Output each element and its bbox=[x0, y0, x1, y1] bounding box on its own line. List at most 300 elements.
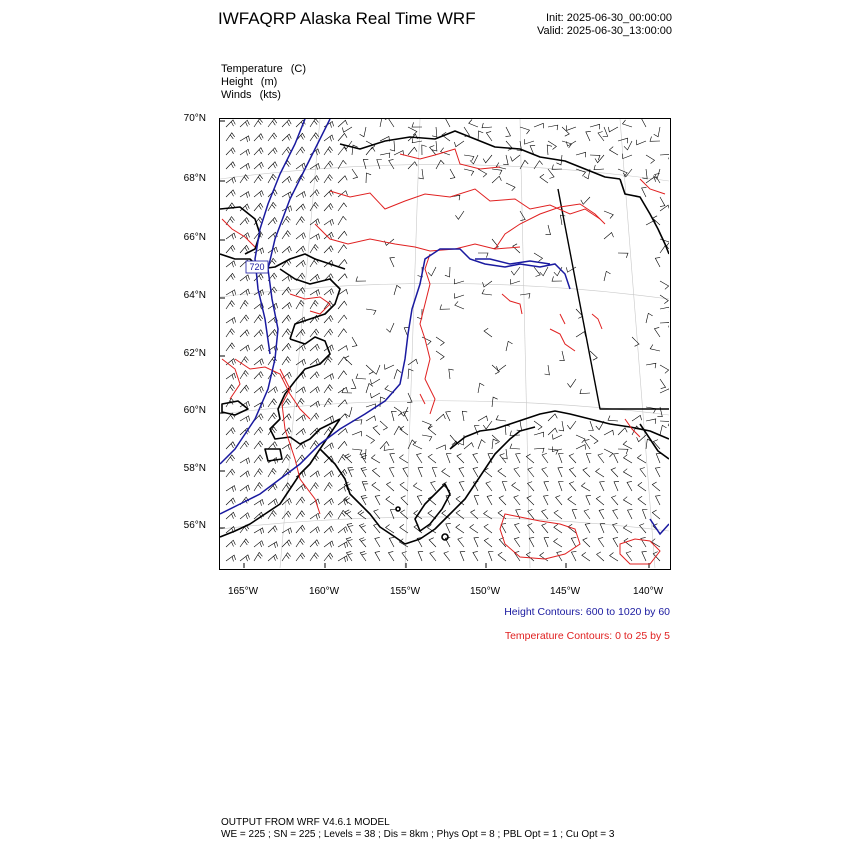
wind-barb bbox=[470, 524, 478, 533]
wind-barb bbox=[597, 552, 604, 561]
wind-barb bbox=[464, 169, 474, 176]
wind-barb bbox=[254, 500, 264, 506]
wind-barb bbox=[296, 204, 305, 211]
wind-barb bbox=[492, 397, 498, 407]
wind-barb bbox=[268, 174, 276, 183]
wind-barb bbox=[460, 551, 465, 561]
wind-barb bbox=[626, 551, 632, 561]
wind-barb bbox=[310, 290, 320, 296]
wind-barb bbox=[373, 426, 380, 435]
wind-barb bbox=[655, 467, 660, 477]
wind-barb bbox=[506, 341, 513, 351]
wind-barb bbox=[394, 285, 401, 295]
wind-barb bbox=[389, 159, 394, 169]
wind-barb bbox=[464, 155, 474, 161]
wind-barb bbox=[296, 387, 306, 393]
wind-barb bbox=[254, 162, 263, 169]
wind-barb bbox=[478, 169, 487, 177]
wind-barb bbox=[576, 332, 586, 337]
wind-barb bbox=[360, 551, 366, 561]
wind-barb bbox=[310, 300, 318, 309]
wind-barb bbox=[506, 183, 515, 191]
wind-barb bbox=[310, 119, 319, 127]
wind-barb bbox=[660, 389, 669, 394]
wind-barb bbox=[525, 139, 535, 144]
wind-barb bbox=[571, 537, 576, 547]
wind-barb bbox=[310, 441, 319, 449]
wind-barb bbox=[422, 145, 427, 155]
wind-barb bbox=[512, 482, 520, 491]
wind-barb bbox=[324, 135, 334, 141]
wind-barb bbox=[338, 441, 347, 449]
wind-barb bbox=[338, 357, 347, 365]
wind-barb bbox=[408, 162, 417, 169]
wind-barb bbox=[310, 513, 320, 519]
wind-barb bbox=[660, 379, 666, 389]
wind-barb bbox=[282, 540, 291, 547]
wind-barb bbox=[576, 435, 585, 443]
wind-barb bbox=[254, 372, 263, 379]
wind-barb bbox=[545, 365, 550, 375]
wind-barb bbox=[338, 203, 347, 211]
wind-barb bbox=[641, 537, 646, 547]
wind-barb bbox=[338, 274, 347, 281]
wind-barb bbox=[458, 538, 464, 548]
wind-barb bbox=[418, 169, 423, 179]
wind-barb bbox=[226, 359, 236, 365]
wind-barb bbox=[484, 524, 492, 533]
wind-barb bbox=[618, 428, 627, 435]
wind-barb bbox=[440, 305, 450, 310]
wind-barb bbox=[534, 448, 544, 453]
wind-barb bbox=[418, 551, 423, 561]
height-contours bbox=[220, 119, 669, 534]
wind-barb bbox=[534, 123, 544, 128]
wind-barb bbox=[517, 421, 522, 431]
valid-time: Valid: 2025-06-30_13:00:00 bbox=[537, 25, 672, 37]
wind-barb bbox=[492, 176, 501, 183]
wind-barb bbox=[361, 467, 367, 477]
wind-barb bbox=[366, 435, 375, 444]
wind-barb bbox=[608, 416, 618, 421]
wind-barb bbox=[503, 155, 508, 165]
wind-barb bbox=[254, 528, 264, 534]
wind-barb bbox=[492, 439, 498, 449]
lon-label-150: 150°W bbox=[469, 586, 501, 597]
wind-barb bbox=[542, 453, 548, 463]
wind-barb bbox=[345, 407, 352, 417]
height-contour-legend: Height Contours: 600 to 1020 by 60 bbox=[504, 606, 670, 618]
wind-barb bbox=[392, 411, 397, 421]
wind-barb bbox=[552, 434, 562, 439]
wind-barb bbox=[502, 482, 507, 492]
wind-barb bbox=[310, 274, 319, 281]
field-winds: Winds (kts) bbox=[221, 89, 281, 101]
wind-barb bbox=[338, 176, 347, 183]
field-height: Height (m) bbox=[221, 76, 278, 88]
wind-barb bbox=[226, 555, 236, 561]
wind-barb bbox=[567, 379, 576, 387]
wind-barb bbox=[554, 538, 562, 547]
wind-barb bbox=[516, 453, 521, 463]
wind-barb bbox=[240, 163, 250, 169]
wind-barb bbox=[366, 147, 375, 155]
wind-barb bbox=[444, 552, 450, 562]
wind-barb bbox=[548, 125, 558, 130]
wind-barb bbox=[240, 471, 250, 477]
wind-barb bbox=[510, 444, 520, 449]
wind-barb bbox=[623, 441, 632, 449]
wind-barb bbox=[598, 537, 604, 547]
wind-barb bbox=[520, 127, 530, 134]
wind-barb bbox=[418, 467, 423, 477]
wind-barb bbox=[240, 513, 250, 519]
wind-barb bbox=[544, 481, 549, 491]
wind-barb bbox=[646, 155, 655, 164]
wind-barb bbox=[652, 482, 660, 491]
wind-barb bbox=[296, 359, 306, 365]
wind-barb bbox=[486, 482, 492, 492]
wind-barb bbox=[268, 387, 278, 393]
wind-barb bbox=[389, 537, 394, 547]
wind-barb bbox=[656, 453, 661, 463]
wind-barb bbox=[534, 432, 544, 437]
wind-barb bbox=[296, 553, 305, 561]
wind-barb bbox=[240, 218, 249, 225]
lon-label-140: 140°W bbox=[632, 586, 664, 597]
wind-barb bbox=[413, 483, 422, 491]
wind-barb bbox=[324, 190, 333, 197]
wind-barb bbox=[389, 119, 395, 127]
wind-barb bbox=[338, 527, 348, 533]
wind-barb bbox=[529, 537, 534, 547]
wind-barb bbox=[583, 538, 590, 547]
wind-barb bbox=[375, 551, 380, 561]
lat-label-56: 56°N bbox=[183, 520, 206, 531]
wind-barb bbox=[474, 537, 479, 547]
wind-barb bbox=[360, 127, 366, 137]
wind-barb bbox=[478, 440, 485, 449]
wind-barb bbox=[338, 301, 347, 309]
wind-barb bbox=[394, 426, 402, 435]
wind-barb bbox=[514, 537, 520, 547]
wind-barb bbox=[254, 455, 263, 463]
wind-barb bbox=[511, 155, 521, 161]
wind-barb bbox=[373, 365, 381, 374]
wind-barb bbox=[268, 526, 277, 533]
wind-barb bbox=[254, 387, 263, 394]
wind-barb bbox=[400, 482, 408, 491]
wind-barb bbox=[282, 303, 292, 310]
wind-barb bbox=[558, 467, 563, 477]
wind-barb bbox=[580, 389, 590, 394]
wind-barb bbox=[488, 552, 493, 562]
wind-barb bbox=[254, 315, 263, 323]
init-time: Init: 2025-06-30_00:00:00 bbox=[546, 12, 672, 24]
wind-barb bbox=[660, 425, 667, 435]
wind-barb bbox=[324, 246, 333, 253]
wind-barb bbox=[604, 430, 614, 435]
wind-barb bbox=[384, 446, 394, 451]
wind-barb bbox=[566, 267, 576, 272]
wind-barb bbox=[598, 454, 604, 464]
lon-label-165: 165°W bbox=[227, 586, 259, 597]
wind-barb bbox=[455, 301, 464, 309]
wind-barb bbox=[534, 267, 540, 277]
wind-barb bbox=[660, 197, 665, 207]
wind-barb bbox=[422, 435, 432, 441]
wind-barb bbox=[254, 441, 263, 449]
wind-barb bbox=[456, 510, 464, 519]
lat-label-64: 64°N bbox=[183, 290, 206, 301]
wind-barb bbox=[600, 523, 605, 533]
wind-barb bbox=[554, 267, 562, 276]
wind-barb bbox=[559, 421, 564, 431]
wind-barb bbox=[226, 245, 235, 253]
wind-barb bbox=[604, 233, 614, 240]
wind-barb bbox=[499, 496, 506, 505]
wind-barb bbox=[268, 202, 276, 211]
wind-barb bbox=[492, 365, 499, 374]
lat-label-66: 66°N bbox=[183, 232, 206, 243]
wind-barb bbox=[554, 510, 562, 519]
wind-barb bbox=[640, 468, 646, 478]
wind-barb bbox=[513, 244, 520, 253]
wind-barb bbox=[618, 138, 628, 143]
wind-barb bbox=[596, 496, 604, 505]
lon-label-145: 145°W bbox=[549, 586, 581, 597]
wind-barb bbox=[604, 211, 613, 219]
wind-barb bbox=[254, 541, 264, 547]
wind-barb bbox=[596, 468, 604, 477]
wind-barb bbox=[534, 253, 543, 261]
wind-barb bbox=[482, 289, 492, 295]
wind-barb bbox=[457, 454, 464, 463]
wind-barb bbox=[632, 337, 639, 346]
wind-barb bbox=[282, 315, 291, 323]
wind-barb bbox=[310, 471, 320, 477]
footer-model-line: OUTPUT FROM WRF V4.6.1 MODEL bbox=[221, 817, 390, 828]
wind-barb bbox=[652, 510, 660, 519]
wind-barb bbox=[449, 369, 454, 379]
wind-barb bbox=[459, 481, 464, 491]
wind-barb bbox=[544, 495, 549, 505]
footer-params-line: WE = 225 ; SN = 225 ; Levels = 38 ; Dis = 8km ; Phys Opt = 8 ; PBL Opt = 1 ; Cu Opt = 3 bbox=[221, 829, 615, 840]
wind-barb bbox=[310, 190, 319, 197]
wind-barb bbox=[356, 374, 366, 379]
wind-barb bbox=[310, 329, 319, 337]
lat-label-58: 58°N bbox=[183, 463, 206, 474]
wind-barb bbox=[372, 468, 380, 477]
wind-barb bbox=[254, 134, 263, 141]
wind-barb bbox=[282, 134, 291, 141]
wind-barb bbox=[646, 313, 653, 323]
wind-barb bbox=[296, 455, 305, 463]
wind-barb bbox=[498, 552, 506, 561]
wind-barb bbox=[352, 431, 362, 436]
wind-barb bbox=[492, 169, 502, 175]
wind-barb bbox=[268, 413, 277, 421]
wind-barb bbox=[226, 190, 235, 197]
wind-barb bbox=[548, 169, 554, 179]
wind-barb bbox=[377, 160, 382, 170]
wind-barb bbox=[226, 442, 235, 449]
wind-barb bbox=[511, 279, 521, 284]
wind-barb bbox=[660, 295, 668, 304]
wind-barb bbox=[338, 346, 348, 351]
wind-barb bbox=[268, 399, 277, 407]
wind-barb bbox=[562, 127, 569, 136]
wind-barb bbox=[310, 413, 319, 421]
wind-barb bbox=[296, 484, 305, 491]
wind-barb bbox=[254, 330, 263, 337]
wind-barb bbox=[310, 401, 320, 407]
wind-barb bbox=[361, 495, 367, 505]
wind-barb bbox=[469, 120, 478, 128]
contour-label-720 bbox=[246, 261, 268, 273]
wind-barb bbox=[556, 496, 562, 506]
wind-barb bbox=[324, 385, 333, 393]
wind-barb bbox=[366, 416, 376, 421]
wind-barb bbox=[366, 309, 376, 315]
wind-barb bbox=[282, 511, 291, 519]
wind-barb bbox=[569, 468, 576, 477]
wind-barb bbox=[483, 155, 492, 163]
wind-barb bbox=[401, 496, 408, 505]
wind-barb bbox=[446, 523, 451, 533]
wind-barb bbox=[268, 133, 277, 141]
wind-barb bbox=[599, 509, 604, 519]
wind-barb bbox=[450, 169, 455, 179]
wind-barb bbox=[642, 510, 647, 520]
wind-barb bbox=[254, 274, 263, 281]
wind-barb bbox=[347, 523, 353, 533]
wind-barb bbox=[226, 428, 235, 435]
wind-barb bbox=[637, 435, 646, 442]
wind-barb bbox=[226, 133, 235, 141]
wind-barb bbox=[583, 468, 590, 477]
wind-barb bbox=[511, 267, 520, 275]
wind-barb bbox=[548, 414, 557, 421]
wind-barb bbox=[498, 468, 506, 477]
wind-barb bbox=[604, 271, 611, 281]
wind-barb bbox=[268, 442, 277, 449]
wind-barb bbox=[646, 419, 656, 424]
wind-barb bbox=[656, 495, 661, 505]
wind-barb bbox=[586, 454, 591, 464]
wind-barb bbox=[296, 415, 306, 421]
wind-barb bbox=[603, 127, 608, 137]
wind-barb bbox=[390, 257, 395, 267]
wind-barb bbox=[569, 454, 576, 463]
wind-barb bbox=[627, 481, 632, 491]
wind-barb bbox=[612, 496, 619, 505]
wind-barb bbox=[338, 120, 347, 127]
wind-barb bbox=[473, 551, 478, 561]
wind-barb bbox=[496, 415, 506, 421]
wind-barb bbox=[445, 119, 450, 127]
wind-barb bbox=[637, 455, 646, 463]
wind-barb bbox=[375, 495, 380, 505]
wind-barb bbox=[296, 192, 306, 198]
wind-barb bbox=[268, 330, 277, 338]
wind-barb bbox=[345, 356, 352, 365]
wind-barb bbox=[554, 524, 562, 533]
wind-barb bbox=[310, 344, 319, 351]
wind-barb bbox=[226, 486, 236, 492]
wind-barb bbox=[282, 357, 291, 365]
wind-barb bbox=[464, 443, 474, 449]
wind-barb bbox=[581, 483, 590, 491]
wind-barb bbox=[366, 384, 373, 394]
wind-barb bbox=[432, 468, 437, 478]
wind-barb bbox=[660, 365, 669, 373]
wind-barb bbox=[492, 239, 498, 249]
wind-barb bbox=[226, 343, 235, 351]
wind-barb bbox=[226, 469, 235, 477]
wind-barb bbox=[566, 141, 576, 146]
wind-barb bbox=[254, 175, 263, 183]
wind-barb bbox=[576, 152, 586, 157]
wind-barb bbox=[436, 414, 445, 421]
wind-barb bbox=[559, 454, 564, 464]
wind-barb bbox=[613, 537, 618, 547]
wind-barb bbox=[660, 154, 669, 159]
wind-barb bbox=[296, 497, 305, 505]
wind-barb bbox=[310, 553, 319, 561]
wind-barb bbox=[576, 445, 586, 450]
wind-barb bbox=[240, 300, 248, 309]
wind-barb bbox=[338, 216, 346, 225]
wind-barb bbox=[282, 343, 291, 351]
wind-barb bbox=[226, 273, 235, 281]
wind-barb bbox=[268, 148, 277, 155]
wind-barb bbox=[374, 510, 380, 520]
wind-barb bbox=[296, 525, 305, 533]
wind-barb bbox=[641, 119, 646, 127]
wind-barb bbox=[370, 379, 380, 384]
wind-barb bbox=[408, 147, 417, 155]
wind-barb bbox=[338, 231, 347, 239]
wind-barb bbox=[282, 399, 291, 407]
wind-barb bbox=[338, 371, 347, 379]
wind-barb bbox=[526, 552, 534, 561]
lat-label-62: 62°N bbox=[183, 348, 206, 359]
wind-barb bbox=[282, 120, 291, 127]
wind-barb bbox=[324, 483, 332, 492]
wind-barb bbox=[362, 481, 368, 491]
wind-barb bbox=[624, 455, 633, 463]
wind-barb bbox=[358, 510, 366, 519]
wind-barb bbox=[408, 369, 413, 379]
wind-barb bbox=[240, 485, 250, 491]
wind-barb bbox=[400, 455, 409, 463]
wind-barb bbox=[608, 127, 618, 132]
wind-barb bbox=[548, 449, 558, 455]
wind-barb bbox=[254, 427, 263, 435]
wind-barb bbox=[582, 552, 590, 561]
wind-barb bbox=[324, 219, 334, 225]
wind-barb bbox=[586, 131, 591, 141]
wind-barb bbox=[455, 293, 465, 298]
wind-barb bbox=[296, 163, 306, 169]
wind-barb bbox=[590, 435, 598, 444]
wind-barb bbox=[324, 511, 333, 519]
wind-barb bbox=[324, 147, 333, 155]
wind-barb bbox=[226, 512, 235, 519]
wind-barb bbox=[540, 267, 548, 276]
wind-barb bbox=[352, 449, 362, 455]
